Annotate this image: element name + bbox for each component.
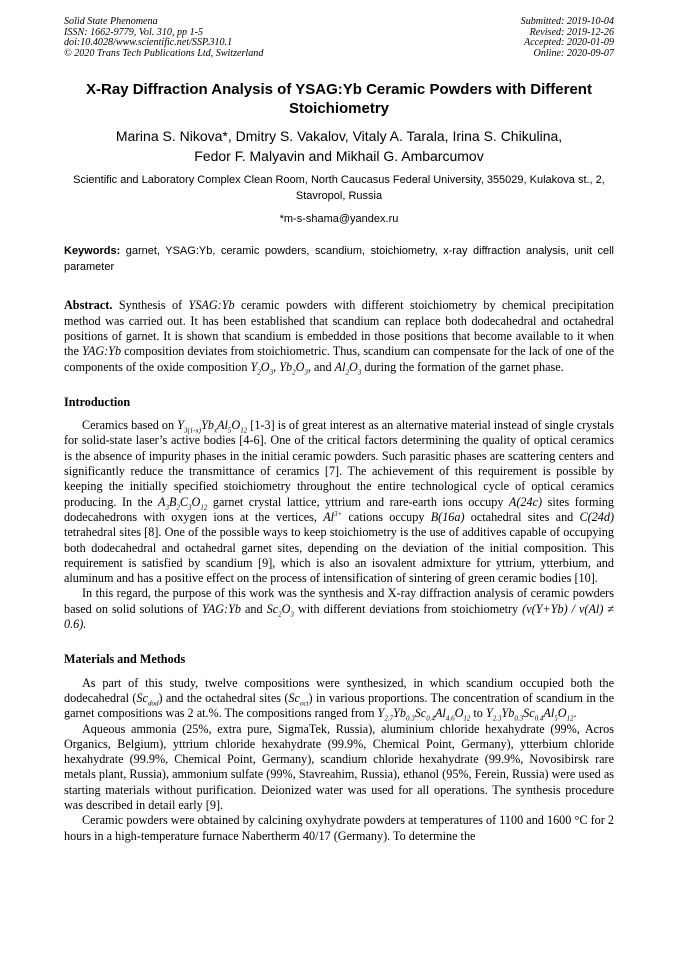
authors-line-2: Fedor F. Malyavin and Mikhail G. Ambarcumov xyxy=(194,147,484,164)
sc-oct: $Sc_{oct}$ xyxy=(288,690,309,708)
copyright: © 2020 Trans Tech Publications Ltd, Switzerland xyxy=(64,47,264,59)
accepted-date: Accepted: 2020-01-09 xyxy=(524,37,614,49)
formula-abco: $A_3B_2C_3O_{12}$ xyxy=(158,494,208,512)
site-label: C(24d) xyxy=(579,509,615,524)
intro-paragraph-1 xyxy=(64,418,614,586)
stoichiometry-formula: (ν(Y+Yb) / ν(Al) ≠ 0.6). xyxy=(64,601,615,632)
site-label: A(24c) xyxy=(508,494,543,509)
issn: ISSN: 1662-9779, Vol. 310, pp 1-5 xyxy=(64,26,204,38)
sc-dod: $Sc_{dod}$ xyxy=(136,690,159,708)
intro-text: sites forming dodecahedrons with oxygen ions at the vertices, xyxy=(64,494,615,524)
abstract-formulas: $Al_2O_3$ xyxy=(334,359,362,376)
abstract-text: during the formation of the garnet phase. xyxy=(364,359,564,374)
header-right xyxy=(521,17,614,59)
online-date: Online: 2020-09-07 xyxy=(533,47,614,59)
abstract-formulas: $Y_2O_3$ xyxy=(250,359,274,376)
formula-sc2o3: $Sc_2O_3$ xyxy=(266,601,294,619)
intro-text: with different deviations from stoichiometry xyxy=(297,601,519,616)
formula-end: $Y_{2.3}Yb_{0.3}Sc_{0.4}Al_5O_{12}$ xyxy=(485,706,574,723)
keywords-text: garnet, YSAG:Yb, ceramic powders, scandium, stoichiometry, x-ray diffraction analysis, unit cell parameter xyxy=(64,245,614,273)
intro-paragraph-2 xyxy=(64,586,614,632)
intro-text: tetrahedral sites [8]. One of the possible ways to keep stoichiometry is the use of additives capable of occupying both dodecahedral and octahedral garnet sites, depending on the deviation of the initial composition. This requirement is satisfied by scandium [9], which is also an isovalent admixture for yttrium, ytterbium, and aluminum and has a positive effect on the process of intensification of sintering of green ceramic bodies [10]. xyxy=(64,525,614,586)
doi: doi:10.4028/www.scientific.net/SSP.310.1 xyxy=(64,37,233,49)
methods-body xyxy=(64,676,614,844)
methods-paragraph-2: Aqueous ammonia (25%, extra pure, SigmaTek, Russia), aluminium chloride hexahydrate (99%, Acros Organics, Belgium), yttrium chloride hexahydrate (99.9%, Chemical Point, Germany), ytterbium chloride hexahydrate (99.9%, Chemical Point, Germany), scandium chloride hexahydrate (99.9%, Novosibirsk rare metals plant, Russia), ammonium sulfate (99%, Stavreahim, Russia), ethanol (95%, Ferein, Russia) were used as starting materials without purification. Deionized water was used for all operations. The synthesis procedure was described in detail early [9]. xyxy=(64,721,614,812)
intro-text: In this regard, the purpose of this work was the synthesis and X-ray diffraction analysis of ceramic powders based on solid solutions of xyxy=(64,586,614,616)
formula-al3: $Al^{3+}$ xyxy=(323,509,343,524)
intro-text: and xyxy=(244,601,263,616)
header-left xyxy=(64,17,263,59)
journal-name: Solid State Phenomena xyxy=(64,16,158,27)
abstract-formula: YSAG:Yb xyxy=(188,298,235,313)
abstract-formula: YAG:Yb xyxy=(81,344,122,359)
intro-text: garnet crystal lattice, yttrium and rare-earth ions occupy xyxy=(212,494,504,509)
introduction-body xyxy=(64,418,614,632)
revised-date: Revised: 2019-12-26 xyxy=(529,26,614,38)
page xyxy=(64,17,614,844)
formula-yagyb: YAG:Yb xyxy=(201,601,241,616)
section-heading-introduction: Introduction xyxy=(64,394,131,409)
keywords-label: Keywords: xyxy=(64,245,121,258)
formula-yybal: $Y_{3(1-x)}Yb_xAl_5O_{12}$ xyxy=(177,418,248,435)
abstract-text: ceramic powders with different stoichiometry by chemical precipitation method was carried out. It has been established that scandium can replace both dodecahedral and octahedral positions of garnet. It is shown that scandium is embedded in those positions that become available to it when the xyxy=(64,298,614,359)
site-label: B(16a) xyxy=(430,509,465,524)
intro-text: Ceramics based on xyxy=(82,418,175,433)
running-header xyxy=(64,17,614,59)
methods-text: ) in various proportions. The concentration of scandium in the garnet compositions was 2 at.%. The compositions ranged from xyxy=(64,690,614,721)
abstract: Abstract. Synthesis of YSAG:Yb ceramic powders with different stoichiometry by chemical precipitation method was carried out. It has been established that scandium can replace both dodecahedral and octahedral positions of garnet. It is shown that scandium is embedded in those positions that become available to it when the YAG:Yb composition deviates from stoichiometric. Thus, scandium can compensate for the lack of one of the components of the oxide composition $Y_2O_3$, $Yb_2O_3$, and $Al_2O_3$ during the formation of the garnet phase. xyxy=(64,298,615,376)
methods-paragraph-3: Ceramic powders were obtained by calcining oxyhydrate powders at temperatures of 1100 and 1600 °C for 2 hours in a high-temperature furnace Nabertherm 40/17 (Germany). To determine the xyxy=(64,813,614,843)
formula-start: $Y_{2.7}Yb_{0.3}Sc_{0.4}Al_{4.6}O_{12}$ xyxy=(377,706,471,723)
corresponding-email[interactable]: *m-s-shama@yandex.ru xyxy=(279,213,399,226)
methods-text: to xyxy=(473,706,483,721)
paper-title: X-Ray Diffraction Analysis of YSAG:Yb Ceramic Powders with Different Stoichiometry xyxy=(86,81,592,118)
authors xyxy=(64,127,614,166)
keywords xyxy=(64,244,614,275)
abstract-formulas: $Yb_2O_3$ xyxy=(279,359,308,376)
methods-text: ) and the octahedral sites ( xyxy=(158,690,289,705)
submitted-date: Submitted: 2019-10-04 xyxy=(520,16,614,27)
abstract-text: Synthesis of xyxy=(118,298,183,313)
abstract-label: Abstract. xyxy=(64,298,113,313)
intro-text: cations occupy xyxy=(348,509,425,524)
methods-text: As part of this study, twelve compositions were synthesized, in which scandium occupied both the dodecahedral ( xyxy=(64,675,614,705)
intro-text: octahedral sites and xyxy=(470,509,574,524)
abstract-text: composition deviates from stoichiometric. Thus, scandium can compensate for the lack of one of the components of the oxide composition xyxy=(64,344,615,374)
section-heading-methods: Materials and Methods xyxy=(64,652,186,667)
methods-paragraph-1: As part of this study, twelve compositions were synthesized, in which scandium occupied both the dodecahedral $(Sc_{dod})$ and the octahedral sites $(Sc_{oct})$ in various proportions. The concentration of scandium in the garnet compositions was 2 at.%. The compositions ranged from $Y_{2.7}Yb_{0.3}Sc_{0.4}Al_{4.6}O_{12}$ to $Y_{2.3}Yb_{0.3}Sc_{0.4}Al_5O_{12}$. xyxy=(64,675,614,723)
affiliation: Scientific and Laboratory Complex Clean Room, North Caucasus Federal University, 355029, Kulakova st., 2, Stavropol, Russia xyxy=(73,174,605,202)
authors-line-1: Marina S. Nikova*, Dmitry S. Vakalov, Vitaly A. Tarala, Irina S. Chikulina, xyxy=(115,128,563,145)
intro-text: [1-3] is of great interest as an alternative material instead of single crystals for solid-state laser’s active bodies [4-6]. One of the critical factors determining the quality of optical ceramics is the absence of impurity phases in the initial ceramic powders. Such parasitic phases are scattering centers and significantly reduce the transmittance of ceramics [7]. The achievement of this requirement is possible by keeping the initially specified stoichiometry throughout the entire technological cycle of optical ceramics producing. In the xyxy=(64,418,615,509)
